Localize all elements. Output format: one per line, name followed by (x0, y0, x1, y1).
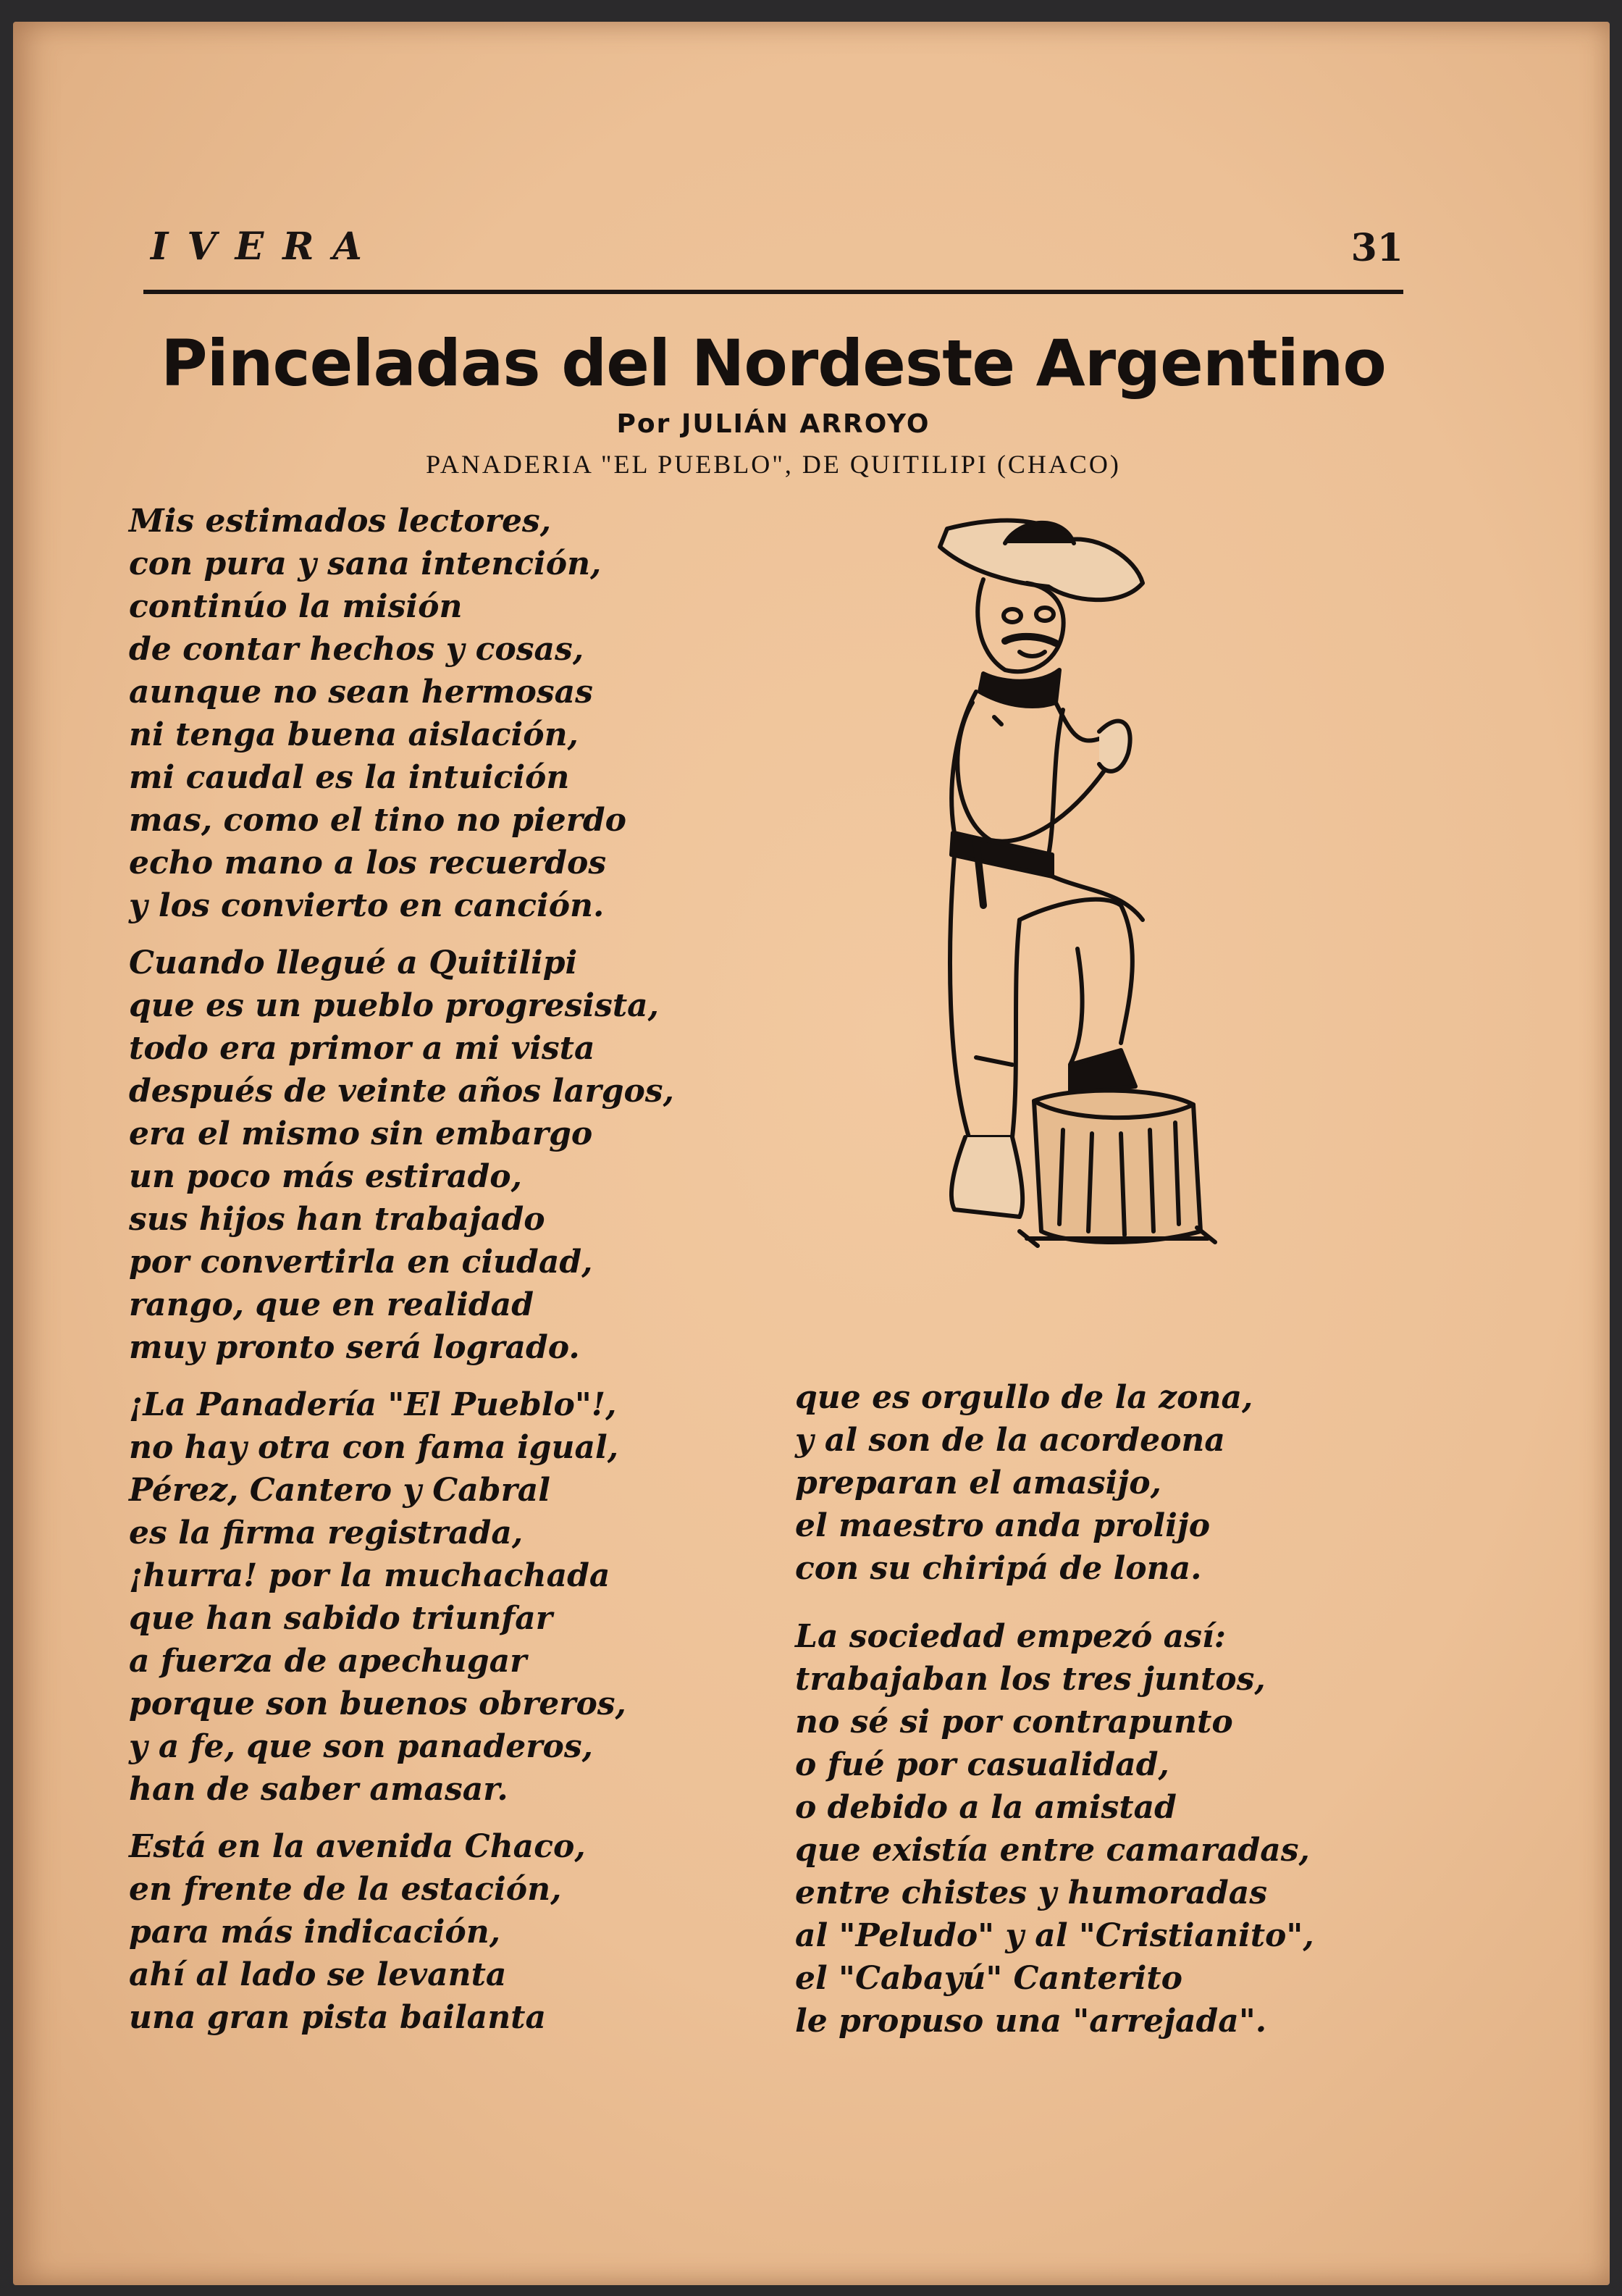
verse-line: aunque no sean hermosas (129, 674, 593, 711)
verse-line: que existía entre camaradas, (795, 1832, 1310, 1869)
verse-line: sus hijos han trabajado (129, 1201, 545, 1238)
verse-line: una gran pista bailanta (129, 1999, 547, 2036)
verse-line: Mis estimados lectores, (129, 503, 552, 540)
article-title: Pinceladas del Nordeste Argentino (161, 326, 1386, 401)
verse-line: después de veinte años largos, (129, 1073, 674, 1110)
verse-line: rango, que en realidad (129, 1286, 534, 1323)
verse-line: con pura y sana intención, (129, 545, 602, 582)
stanza-left-1 (129, 500, 626, 927)
verse-line: y a fe, que son panaderos, (129, 1728, 593, 1765)
stanza-left-3 (129, 1383, 626, 1811)
article-subtitle: PANADERIA "EL PUEBLO", DE QUITILIPI (CHACO) (426, 450, 1121, 479)
verse-line: trabajaban los tres juntos, (795, 1661, 1266, 1698)
verse-line: y los convierto en canción. (129, 887, 605, 924)
verse-line: o fué por casualidad, (795, 1746, 1169, 1783)
stanza-right-1 (795, 1376, 1253, 1590)
verse-line: que es un pueblo progresista, (129, 987, 659, 1024)
verse-line: ni tenga buena aislación, (129, 716, 579, 753)
verse-line: es la firma registrada, (129, 1514, 524, 1551)
verse-line: porque son buenos obreros, (129, 1685, 626, 1722)
stanza-right-2 (795, 1615, 1314, 2042)
verse-line: La sociedad empezó así: (795, 1618, 1226, 1655)
verse-line: era el mismo sin embargo (129, 1115, 593, 1152)
verse-line: ¡hurra! por la muchachada (129, 1557, 610, 1594)
verse-line: de contar hechos y cosas, (129, 631, 584, 668)
verse-line: mas, como el tino no pierdo (129, 802, 626, 839)
stanza-left-4 (129, 1825, 586, 2039)
verse-line: ¡La Panadería "El Pueblo"!, (129, 1386, 617, 1423)
verse-line: con su chiripá de lona. (795, 1550, 1202, 1587)
gaucho-illustration (904, 514, 1309, 1369)
verse-line: o debido a la amistad (795, 1789, 1177, 1826)
verse-line: al "Peludo" y al "Cristianito", (795, 1917, 1314, 1954)
verse-line: Está en la avenida Chaco, (129, 1828, 586, 1865)
verse-line: le propuso una "arrejada". (795, 2003, 1267, 2040)
verse-line: preparan el amasijo, (795, 1465, 1161, 1501)
verse-line: que es orgullo de la zona, (795, 1379, 1253, 1416)
verse-line: echo mano a los recuerdos (129, 845, 607, 881)
verse-line: entre chistes y humoradas (795, 1874, 1267, 1911)
verse-line: ahí al lado se levanta (129, 1956, 507, 1993)
article-byline: Por JULIÁN ARROYO (616, 409, 930, 439)
verse-line: por convertirla en ciudad, (129, 1244, 593, 1281)
verse-line: a fuerza de apechugar (129, 1643, 527, 1680)
verse-line: Cuando llegué a Quitilipi (129, 944, 578, 981)
verse-line: no sé si por contrapunto (795, 1704, 1233, 1740)
page-number: 31 (1350, 226, 1403, 270)
verse-line: para más indicación, (129, 1914, 501, 1951)
verse-line: todo era primor a mi vista (129, 1030, 595, 1067)
magazine-page (13, 22, 1610, 2285)
verse-line: en frente de la estación, (129, 1871, 562, 1908)
verse-line: Pérez, Cantero y Cabral (129, 1472, 550, 1509)
verse-line: un poco más estirado, (129, 1158, 522, 1195)
verse-line: que han sabido triunfar (129, 1600, 552, 1637)
journal-name: IVERA (151, 225, 381, 269)
verse-line: no hay otra con fama igual, (129, 1429, 619, 1466)
verse-line: muy pronto será logrado. (129, 1329, 580, 1366)
verse-line: y al son de la acordeona (795, 1422, 1225, 1459)
verse-line: mi caudal es la intuición (129, 759, 570, 796)
verse-line: el maestro anda prolijo (795, 1507, 1211, 1544)
running-header (143, 203, 1403, 294)
verse-line: continúo la misión (129, 588, 463, 625)
stanza-left-2 (129, 942, 674, 1369)
verse-line: han de saber amasar. (129, 1771, 508, 1808)
verse-line: el "Cabayú" Canterito (795, 1960, 1182, 1997)
